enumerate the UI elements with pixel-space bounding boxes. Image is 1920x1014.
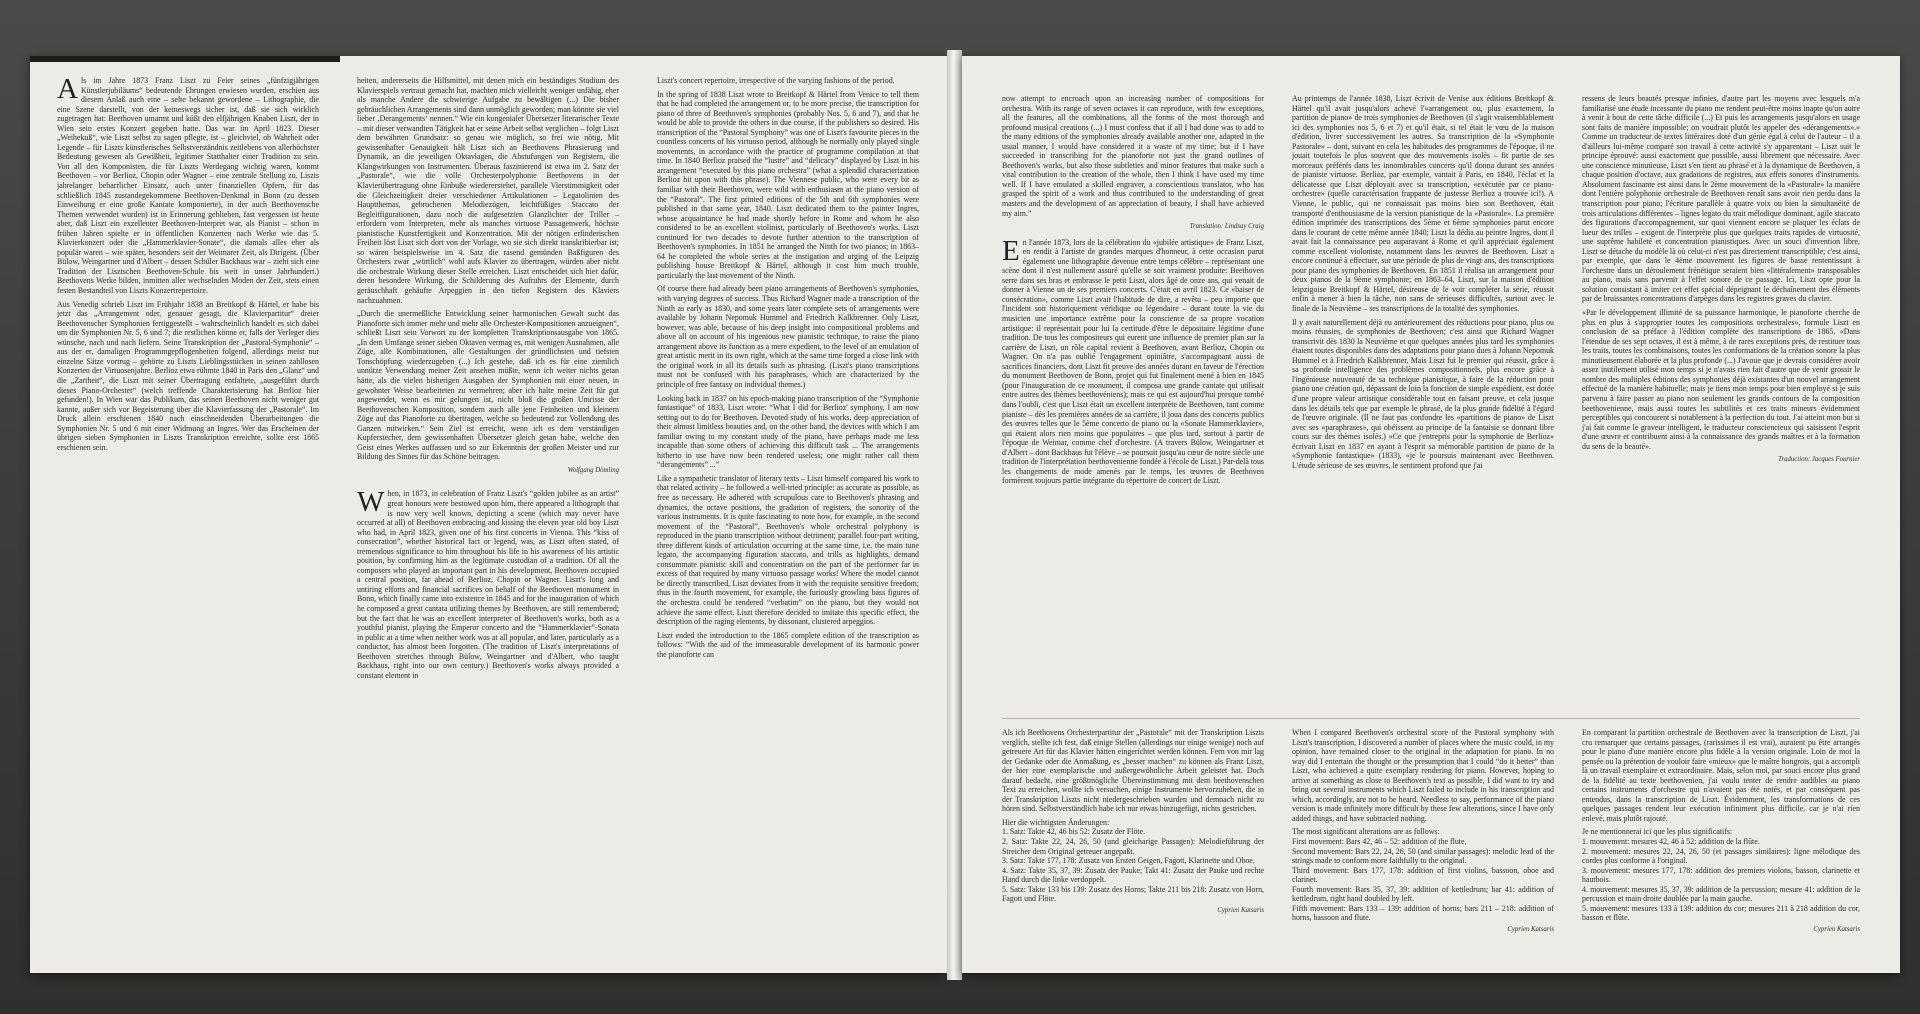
french-essay-part2: Au printemps de l'année 1838, Liszt écrivit de Venise aux éditions Breitkopf & Härtel qu'il avait jusqu'alors achevé l'«arrangement ou, plus exactement, la partition de piano» de trois symphonies de Beethoven (il s'agit vraisemblablement ici des symphonies nos 5, 6 et 7) et qu'il était, si tel était le vœu de la maison d'édition, livrer successivement les autres. Sa transcription de la «Symphonie Pastorale» – dont, suivant en cela les habitudes des programmes de l'époque, il ne jouait toutefois le plus souvent que des mouvements isolés – fit partie de ses morceaux préférés dans les innombrables concerts qu'il donna durant ses années de pianiste virtuose. Berlioz, par exemple, vantait à Paris, en 1840, l'éclat et la délicatesse que Liszt déployait avec sa transcription, «exécutée par ce piano-orchestre» (quelle caractérisation frappante de justesse Berlioz a trouvée ici!). A Vienne, le public, qui ne connaissait pas moins bien son Beethoven, était transporté d'enthousiasme de la version pianistique de la «Pastorale». La première édition imprimée des transcriptions des 5ème et 6ème symphonies parut encore dans le courant de cette même année 1840; Liszt la dédia au peintre Ingres, dont il avait fait la connaissance peu auparavant à Rome et qu'il appréciait également comme excellent violoniste, notamment dans les œuvres de Beethoven. Liszt a encore continué à effectuer, sur une période de plus de vingt ans, des transcriptions pour piano des symphonies de Beethoven. En 1851 il réalisa un arrangement pour deux pianos de la 9ème symphonie; en 1863–64, Liszt, sur la maison d'édition leipzigoise Breitkopf & Härtel, désireuse de le voir compléter la série, réussit enfin à mener à bien la tâche, non sans de sérieuses difficultés, surtout avec le finale de la Neuvième – ses transcriptions de la totalité des symphonies. [1292,94,1554,314]
french-essay-column [1292,94,1554,714]
english-essay-part1: hen, in 1873, in celebration of Franz Liszt's “golden jubilee as an artist” great honours were bestowed upon him, there appeared a lithograph that is now very well known, depicting a scene (which may never have occurred at all) of Beethoven embracing and kissing the eleven year old boy Liszt who had, in April 1823, given one of his first concerts in Vienna. This “kiss of consecration”, whether historical fact or legend, was, as Liszt often stated, of tremendous significance to him throughout his life in his awareness of his artistic position, by confirming him as the legitimate custodian of a tradition. Of all the composers who played an important part in his development, Beethoven occupied a central position, far ahead of Berlioz, Chopin or Wagner. Liszt's long and untiring efforts and financial sacrifices on behalf of the Beethoven monument in Bonn, which finally came into existence in 1845 and for the inauguration of which he composed a great cantata utilizing themes by Beethoven, are still remembered; but the fact that he was an excellent interpreter of Beethoven's works, both as a youthful pianist, playing the Emperor concerto and the “Hammerklavier”-Sonata in public at a time when neither work was at all popular, and later, particularly as a conductor, has almost been forgotten. (The tradition of Liszt's interpretations of Beethoven stretches through Bülow, Weingartner and d'Albert, who taught Backhaus, right into our own century.) Beethoven's works always provided a constant element in [357,489,619,680]
german-essay-column [57,76,319,956]
note-english-item: Third movement: Bars 177, 178: addition of first violins, bassoon, oboe and clarinet. [1292,865,1554,885]
english-essay-part6: Like a sympathetic translator of literary texts – Liszt himself compared his work to that related activity – he followed a well-tried principle: as accurate as possible, as free as necessary. He adhered with scrupulous care to Beethoven's phrasing and dynamics, the octave positions, the gradation of registers, the sonority of the various instruments. It is quite fascinating to note how, for example, in the second movement of the “Pastoral”, Beethoven's whole orchestral polyphony is reproduced in the piano transcription without detriment; parallel four-part writing, three different kinds of articulation occurring at the same time, i.e. the main tune legato, the accompanying figuration staccato, and trills as highlights, demand consummate pianistic skill and concentration on the part of the performer far in excess of that required by many virtuoso passage works! Where the model cannot be directly transcribed, Liszt deviates from it with the requisite sensitive freedom; thus in the fourth movement, for example, the furiously growling bass figures of the orchestra could be rendered “verbatim” on the piano, but they would not achieve the same effect. Liszt therefore decided to imitate this specific effect, the description of the raging elements, by dissonant, clustered arpeggios. [657,473,919,627]
left-page [30,56,947,973]
note-german-item: 1. Satz: Takte 42, 46 bis 52: Zusatz der Flöte. [1002,827,1146,837]
dropcap-w: W [357,486,385,519]
french-essay-part3: Il y avait naturellement déjà eu antérieurement des réductions pour piano, plus ou moins réussies, de symphonies de Beethoven; c'est ainsi que Richard Wagner transcrivit dès 1830 la Neuvième et que quelques années plus tard les symphonies étaient toutes disponibles dans des adaptations pour piano dues à Johann Nepomuk Hummel et à Friedrich Kalkbrenner. Mais Liszt fut le premier qui réussit, grâce à sa profonde intelligence des problèmes compositionnels, plus encore grâce à l'ingénieuse nouveauté de sa technique pianistique, à faire de la réduction pour piano une création qui, dépassant de loin la fonction de simple expédient, est dotée d'une propre valeur artistique considérable tout en faisant preuve, et cela jusque dans les détails tels que par exemple le phrasé, de la plus grande fidélité à l'égard de l'œuvre originale. (Il ne faut pas confondre les «partitions de piano» de Liszt avec ses «paraphrases», qui obéissent au principe de la fantaisie se donnant libre cours sur des thèmes isolés.) «Ce que j'entrepris pour la symphonie de Berlioz» écrivait Liszt en 1837 en ayant à l'esprit sa mémorable partition de piano de la «Symphonie fantastique» (1833), «je le poursuis maintenant avec Beethoven. L'étude sérieuse de ses œuvres, le sentiment profond que j'ai [1292,317,1554,470]
english-essay-part8: now attempt to encroach upon an increasing number of compositions for orchestra. With its range of seven octaves it can reproduce, with few exceptions, all the features, all the combinations, all the forms of the most thorough and profound musical creations (...) I must confess that if all I had done was to add to the many editions of the symphonies already available another one, adapted in the usual manner, I would have considered it a waste of my time; but if I have succeeded in transcribing for the pianoforte not just the grand outlines of Beethoven's works, but also those subtleties and minor features that make such a vital contribution to the creation of the whole, then I think I have used my time well. If I have emulated a skilled engraver, a conscientious translator, who has grasped the spirit of a work and thus contributed to the understanding of great masters and the development of an appreciation of beauty, I shall have achieved my aim.” [1002,94,1264,218]
note-french-item: 5. mouvement: mesures 133 à 139: addition du cor; mesures 211 à 218 addition du cor, basson et flûte. [1582,903,1860,923]
note-french-item: 1. mouvement: mesures 42, 46 à 52: addition de la flûte. [1582,837,1760,847]
credit-katsaris-de: Cyprien Katsaris [1217,906,1264,914]
note-english-list-title: The most significant alterations are as follows: [1292,827,1440,837]
dropcap-a: A [57,76,78,105]
note-french-item: 4. mouvement: mesures 35, 37, 39: addition de la percussion; mesure 41: addition de la percussion et main droite doublée par la main gauche. [1582,884,1860,904]
note-german-item: 2. Satz: Takte 22, 24, 26, 50 (und gleicharige Passagen): Melodieführung der Streicher dem Original getreuer angepaßt. [1002,837,1264,856]
note-german-item: 5. Satz: Takte 133 bis 139: Zusatz des Horns; Takte 211 bis 218: Zusatz von Horn, Fagott und Flöte. [1002,884,1264,904]
top-strip [30,56,340,62]
credit-katsaris-fr: Cyprien Katsaris [1813,925,1860,933]
credit-fournier: Traduction: Jacques Fournier [1778,456,1860,464]
english-essay-part5: Looking back in 1837 on his epoch-making piano transcription of the “Symphonie fantastique” of 1833, Liszt wrote: “What I did for Berlioz' symphony, I am now setting out to do for Beethoven. Devoted study of his works, deep appreciation of their almost limitless beauties and, on the other hand, the devices with which I am familiar owing to my constant study of the piano, have perhaps made me less incapable than some others of achieving this difficult task ... The arrangements hitherto in use have now been rendered useless; one might rather call them “derangements” ...” [657,393,919,470]
english-essay-part7: Liszt ended the introduction to the 1865 complete edition of the transcription as follows: “With the aid of the immeasurable development of its harmonic power the pianoforte can [657,630,919,659]
english-essay-part4: Of course there had already been piano arrangements of Beethoven's symphonies, with varying degrees of success. Thus Richard Wagner made a transcription of the Ninth as early as 1830, and some years later complete sets of arrangements were available by Johann Nepomuk Hummel and Friedrich Kalkbrenner. Only Liszt, however, was able, because of his deep insight into compositional problems and above all on account of his ingenious new pianistic technique, to raise the piano arrangement above its function as a mere expedient, to the level of an emulation of great artistic merit in its own right, which at the same time forged a close link with the original work in all its details such as phrasing. (Liszt's piano transcriptions must not be confused with his paraphrases, which are characterized by the principle of free fantasy on individual themes.) [657,284,919,389]
french-essay-part4: ressens de leurs beautés presque infinies, d'autre part les moyens avec lesquels m'a familiarisé une étude incessante du piano me rendent peut-être moins inapte qu'un autre à venir à bout de cette tâche difficile (...) Et puis les arrangements jusqu'alors en usage sont faits de manière impossible; on voudrait plutôt les appeler des «dérangements».» Comme un traducteur de textes littéraires doté d'un génie égal à celui de l'auteur – il a d'ailleurs lui-même comparé son travail à cette activité s'y apparentant – Liszt suit le principe éprouvé: aussi exactement que possible, aussi librement que nécessaire. Avec une conscience minutieuse, Liszt s'en tient au phrasé et à la dynamique de Beethoven, à chaque position d'octave, aux gradations de registres, aux effets sonores d'instruments. Absolument fascinante est ainsi dans le 2ème mouvement de la «Pastorale» la manière dont l'entière polyphonie orchestrale de Beethoven renaît sans avoir rien perdu dans la transcription pour piano; l'écriture parallèle à quatre voix ou bien la simultanéité de trois articulations différentes – lignes legato du trait mélodique dominant, agile staccato des figurations d'accompagnement, sur quoi viennent encore se plaquer les éclats de lueur des trilles – exigent de l'interprète plus que quelques traits rapides de virtuosité, une suprême habileté et concentration pianistiques. Avec un souci d'invention libre, Liszt se détache du modèle là où celui-ci n'est pas directement transcriptible; c'est ainsi, par exemple, que dans le 4ème mouvement les figures de basse rententissant à l'orchestre dans un déroulement frénétique seraient bien «littéralement» transposables au piano, mais sans parvenir à l'effet sonore de ce passage. Ici, Liszt opte pour la solution consistant à imiter cet effet spécial dépeignant le déchaînement des éléments par de bruissantes concentrations d'arpèges dans les registres graves du clavier. [1582,94,1860,304]
note-english-item: Fifth movement: Bars 133 – 139: addition of horns; bars 211 – 218: addition of horns, bassoon and flute. [1292,903,1554,923]
english-essay-column [657,76,919,956]
french-essay-column-2 [1582,94,1860,714]
note-english-item: Second movement: Bars 22, 24, 26, 50 (and similar passages): melodic lead of the strings made to conform more faithfully to the original. [1292,846,1554,866]
note-german-item: 4. Satz: Takte 35, 37, 39: Zusatz der Pauke; Takt 41: Zusatz der Pauke und rechte Hand durch die linke verdoppelt. [1002,865,1264,885]
note-french-text: En comparant la partition orchestrale de Beethoven avec la transcription de Liszt, j'ai cru remarquer que certains passages, (rarissimes il est vrai), auraient pu être arrangés pour le piano d'une manière encore plus fidèle à la version originale. Loin de moi la pensée ou la prétention de vouloir faire «mieux» que le maître hongrois, qui a accompli là un travail exemplaire et extraordinaire. Mais, selon moi, par souci encore plus grand de la fidélité au texte beethovenien, j'ai voulu tenter de rendre audibles au piano certains instruments d'orchestre qui n'avaient pas été notés, et par conséquent pas entendus, dans la transcription de Liszt. Évidemment, les transformations de ces quelques passages rendent leur exécution infiniment plus difficile, car je n'ai rien enlevé, mais plutôt rajouté. [1582,728,1860,823]
section-divider [1002,718,1860,719]
note-french-item: 2. mouvement: mesures 22, 24, 26, 50 (et passages similaires): ligne mélodique des cordes plus conforme à l'original. [1582,846,1860,866]
note-german [1002,728,1264,963]
note-german-item: 3. Satz: Takte 177, 178: Zusatz von Ersten Geigen, Fagott, Klarinette und Oboe. [1002,856,1255,866]
english-french-column [1002,94,1264,714]
english-essay-part2: Liszt's concert repertoire, irrespective of the varying fashions of the period. [657,76,895,85]
german-essay-part2: Aus Venedig schrieb Liszt im Frühjahr 1838 an Breitkopf & Härtel, er habe bis jetzt das „Arrangement oder, genauer gesagt, die Klavierpartitur“ dreier Beethovenscher Symphonien fertiggestellt – wahrscheinlich handelt es sich dabei um die Symphonien Nr. 5, 6 und 7; die restlichen könne er, falls der Verleger dies wünsche, nach und nach liefern. Seine Transkription der „Pastoral-Symphonie“ – aus der er, damaligen Programmgepflogenheiten folgend, allerdings meist nur einzelne Sätze vortrug – gehörte zu Liszts Lieblingsstücken in seinen zahllosen Konzerten der Virtuosenjahre. Berlioz etwa rühmte 1840 in Paris den „Glanz“ und die „Zartheit“, die Liszt mit seiner Übertragung entfaltete, „ausgeführt durch dieses Piano-Orchester“ (welch treffende Charakterisierung hat Berlioz hier gefunden!). In Wien war das Publikum, das seinen Beethoven nicht weniger gut kannte, außer sich vor Begeisterung über die Klavierfassung der „Pastorale“. Im Druck allein erschienen 1840 nach einschneidenden Überarbeitungen die Symphonien Nr. 5 und 6 mit einer Widmung an Ingres. Wer das Erscheinen der übrigen sieben Symphonien in Liszts Transkription erreichte, sollte erst 1865 erschienen sein. [57,299,319,452]
book-spine [947,50,962,980]
note-french [1582,728,1860,963]
note-french-item: 3. mouvement: mesures 177, 178: addition des premiers violons, basson, clarinette et hautbois. [1582,865,1860,885]
german-essay-part1: ls im Jahre 1873 Franz Liszt zu Feier seines „fünfzigjährigen Künstlerjubiläums“ bedeutende Ehrungen erwiesen wurden, erschien aus diesem Anlaß auch eine – selte bekannt gewordene – Lithographie, die eine Szene darstellt, von der keineswegs sicher ist, daß sie sich wirklich zugetragen hat: Beethoven umarmt und küßt den elfjährigen Knaben Liszt, der in Wien sein erstes Konzert gegeben hatte. Das war im April 1823. Dieser „Weihekuß“, wie Liszt selbst zu sagen pflegte, ist – gleichviel, ob Wahrheit oder Legende – für Liszts künstlerisches Selbstverständnis zeitlebens von allerhöchster Bedeutung gewesen als Gewißheit, legitimer Statthalter einer Tradition zu sein. Von all den Komponisten, die für Liszts Werdegang wichtig waren, kommt Beethoven – vor Berlioz, Chopin oder Wagner – eine zentrale Stellung zu. Liszts jahrelanger beharrlicher Einsatz, auch unter finanziellen Opfern, für das schließlich 1845 zustandegekommene Beethoven-Denkmal in Bonn (zu dessen Einweihung er eine große Kantate komponierte), in der auch Beethovensche Themen verwendet wurden) ist in Erinnerung geblieben, fast vergessen ist heute aber, daß Liszt ein exzellenter Beethoven-Interpret war, als Pianist – schon in frühen Jahren spielte er in öffentlichen Konzerten nach Werke wie das 5. Klavierkonzert oder die „Hammerklavier-Sonate“, die damals alles eher als populär waren – wie später, besonders seit der Weimarer Zeit, als Dirigent. (Über Bülow, Weingartner und d'Albert – dessen Schüler Backhaus war – zieht sich eine Tradition der Lisztschen Beethoven-Schule bis weit in unser Jahrhundert.) Beethovens Werke bilden, inmitten aller wechselnden Moden der Zeit, stets einen festen Bestandteil von Liszts Konzertrepertoire. [57,76,319,296]
note-german-text: Als ich Beethovens Orchesterpartitur der „Pastorale“ mit der Transkription Liszts verglich, stellte ich fest, daß einige Stellen (allerdings nur einige wenige) noch auf getreuere Art für das Klavier hätten eingerichtet werden können. Fern von mir lag der Gedanke oder die Anmaßung, es „besser machen“ zu können als Franz Liszt, der hier eine exemplarische und außergewöhnliche Arbeit geleistet hat. Doch darauf bedacht, eine größtmögliche Übereinstimmung mit dem beethovenschen Text zu erreichen, wollte ich versuchen, einige Instrumente hervorzuheben, die in der Transkription Liszts nicht niedergeschrieben wurden und demnach nicht zu hören sind. Selbstverständlich habe ich nur etwas hinzugefügt, nichts gestrichen. [1002,728,1264,814]
dropcap-e: E [1002,234,1020,267]
note-english-text: When I compared Beethoven's orchestral score of the Pastoral symphony with Liszt's transcription, I discovered a number of places where the music could, in my opinion, have remained closer to the original in the adaptation for piano. In no way did I entertain the thought or the presumption that I could “do it better” than Liszt, who achieved a quite exemplary rendering for piano. However, hoping to arrive at something as close to Beethoven's text as possible, I did want to try and bring out several instruments which Liszt failed to include in his transcription and which, accordingly, are not to be heard. Needless to say, performance of the piano version is made infinitely more difficult by these few alterations, since I have only added things, and have subtracted nothing. [1292,728,1554,823]
french-essay-part1: n l'année 1873, lors de la célébration du «jubilée artistique» de Franz Liszt, en rendit à l'artiste de grandes marques d'honneur, à cette occasion parut également une lithographie devenue entre temps célèbre – représentant une scène dont il n'est nullement assuré qu'elle se soit vraiment produite: Beethoven serre dans ses bras et embrasse le petit Liszt, alors âgé de onze ans, qui venait de donner à Vienne un de ses premiers concerts. C'était en avril 1823. Ce «baiser de consécration», comme Liszt avait l'habitude de dire, a revêtu – peu importe que l'incident soit historiquement véridique ou légendaire – durant toute la vie du musicien une importance extrême pour la conscience de sa propre vocation artistique: il représentait pour lui la certitude d'être le dépositaire légitime d'une tradition. De tous les compositeurs qui eurent une influence de premier plan sur la carrière de Liszt, un rôle capital revient à Beethoven, avant Berlioz, Chopin ou Wagner. On n'a pas oublié l'engagement opiniâtre, s'accompagnant aussi de sacrifices financiers, dont Liszt fit preuve des années durant en faveur de l'érection du monument Beethoven de Bonn, projet qui fut finalement mené à bien en 1845 (pour l'inauguration de ce monument, il composa une grande cantate qui utilisait entre autres des thèmes beethovéniens); mais ce qui est aujourd'hui presque tombé dans l'oubli, c'est que Liszt était un excellent interprète de Beethoven, tant comme pianiste – dès les premières années de sa carrière, il joua dans des concerts publics des œuvres telles que le 5ème concerto de piano ou la «Sonate Hammerklavier», qui étaient alors rien moins que populaires – que plus tard, surtout à partir de l'époque de Weimar, comme chef d'orchestre. (A travers Bülow, Weingartner et d'Albert – dont Backhaus fut l'élève – se poursuit jusqu'au cœur de notre siècle une tradition de l'interprétation beethovenienne fondée à l'école de Liszt.) Par-delà tous les changements de mode amenés par le temps, les œuvres de Beethoven formèrent toujours partie intégrante du répertoire de concert de Liszt. [1002,237,1264,486]
note-french-list-title: Je ne mentionnerai ici que les plus significatifs: [1582,827,1733,837]
note-english-item: Fourth movement: Bars 35, 37, 39: addition of kettledrum; bar 41: addition of kettledrum, right hand doubled by left. [1292,884,1554,904]
french-essay-part5: «Par le développement illimité de sa puissance harmonique, le pianoforte cherche de plus en plus à s'approprier toutes les compositions orchestrales», formule Liszt en conclusion de sa préface à l'édition complète des transcriptions de 1865. «Dans l'étendue de ses sept octaves, il est à même, à de rares exceptions près, de restituer tous les traits, toutes les combinaisons, toutes les conformations de la création sonore la plus minutieusement élaborée et la plus profonde (...) J'avoue que je devrais considérer avoir assez inutilement utilisé mon temps si je n'avais rien fait d'autre que de venir grossir le nombre des multiples éditions des symphonies déjà existantes d'un nouvel arrangement effectué de la manière habituelle; mais je tiens mon temps pour bien employé si je suis parvenu à faire passer au piano non seulement les grands contours de la composition beethovenienne, mais aussi toutes les subtilités et ces traits mineurs évidemment perceptibles qui concourent si notablement à la perfection du tout. J'ai atteint mon but si j'ai fait comme le graveur intelligent, le traducteur consciencieux qui saisissent l'esprit d'une œuvre et contribuent ainsi à la connaissance des grands maîtres et à la formation du sens de la beauté». [1582,308,1860,451]
credit-domling: Wolfgang Dömling [567,466,619,474]
german-english-column [357,76,619,956]
note-english-item: First movement: Bars 42, 46 – 52: addition of the flute. [1292,837,1467,847]
credit-craig: Translation: Lindsay Craig [1189,223,1264,231]
german-essay-part3: heiten, andererseits die Hilfsmittel, mit denen mich ein beständiges Studium des Klavierspiels vertraut gemacht hat, machten mich vielleicht weniger unfähig, eher als manche Andere die schwierige Aufgabe zu bewältigen (...) Die bisher gebräuchlichen Arrangements sind dann unmöglich geworden; man könnte sie viel lieber ‚Derangements‘ nennen.“ Wie ein kongenialer Übersetzer literarischer Texte – mit dieser verwandten Tätigkeit hat er seine Arbeit selbst verglichen – folgt Liszt dem bewährten Grundsatz: so genau wie möglich, so frei wie nötig. Mit gewissenhafter Genauigkeit hält Liszt sich an Beethovens Phrasierung und Dynamik, an die jeweiligen Oktavlagen, die Abstufungen von Registern, die Klangwirkungen von Instrumenten. Überaus faszinierend ist etwa im 2. Satz der „Pastorale“, wie die volle Orchesterpolyphonie Beethovens in der Klavierübertragung ohne Einbuße wiedererstehet, parallele Vierstimmigkeit oder die Gleichzeitigkeit dreier verschiedener Artikulationen – Legatolinien des Hauptthemas, gebrochenen Melodiezügen, leichtfüßiges Staccato der Begleitfigurationen, dazu noch die aufgesetzten Glanzlichter der Triller – erfordern vom Interpreten, mehr als manches virtuose Passagenwerk, höchste pianistische Kunstfertigkeit und Konzentration. Mit der nötigen erfinderischen Freiheit löst Liszt sich dort von der Vorlage, wo sie sich direkt transkribierbar ist; so wären beispielsweise im 4. Satz die rasend gemünden Baßfiguren des Orchesters zwar „wörtlich“ wohl aufs Klavier zu übertragen, würden aber nicht die orchestrale Wirkung dieser Stelle erreichen. Liszt entscheidet sich hier dafür, deren besondere Wirkung, die Schilderung des Aufruhrs der Elemente, durch geräuschhaft gehäufte Arpeggien in den tiefen Registern des Klaviers nachzuahmen. [357,76,619,305]
credit-katsaris-en: Cyprien Katsaris [1507,925,1554,933]
german-essay-part4: „Durch die unermeßliche Entwicklung seiner harmonischen Gewalt sucht das Pianoforte sich immer mehr und mehr alle Orchester-Kompositionen anzueignen“, schließt Liszt sein Vorwort zu der kompletten Transkriptionsausgabe von 1865. „In dem Umfange seiner sieben Oktaven vermag es, mit wenigen Ausnahmen, alle Züge, alle Kombinationen, alle Gestaltungen der gründlichsten und tiefsten Tonschöpfung wiederzugeben (...) Ich gestehe, daß ich es für eine ziemlich unnütze Verwendung meiner Zeit ansehen müßte, wenn ich weiter nichts getan hätte, als die vielen bisherigen Ausgaben der Symphonien mit einer neuen, in gewohnter Weise bearbeiteten zu vermehren; aber ich halte meine Zeit für gut angewendet, wenn es mir gelungen ist, nicht bloß die großen Umrisse der Beethovenschen Komposition, sondern auch alle jene Feinheiten und kleinern Züge auf das Pianoforte zu übertragen, welche so bedeutend zur Vollendung des Ganzen mitwirken.“ Sein Ziel ist erreicht, wenn ich es dem verständigen Kupferstecher, dem gewissenhaften Übersetzer gleich getan habe, welche den Geist eines Werkes auffassen und so zur Erkenntnis der großen Meister und zur Bildung des Sinnes für das Schöne beitragen. [357,309,619,462]
note-german-list-title: Hier die wichtigsten Änderungen: [1002,817,1110,827]
right-page [962,56,1900,973]
english-essay-part3: In the spring of 1838 Liszt wrote to Breitkopf & Härtel from Venice to tell them that he had completed the arrangement or, to be more precise, the transcription for piano of three of Beethoven's symphonies (probably Nos. 5, 6 and 7), and that he would be able to provide the others in due course, if the publishers so desired. His transcription of the “Pastoral Symphony” was one of Liszt's favourite pieces in the countless concerts of his virtuoso period, although he normally only played single movements, in accordance with the practice of programme compilation at that time. In 1840 Berlioz praised the “lustre” and “delicacy” displayed by Liszt in his arrangement “executed by this piano orchestra” (what a splendid characterization Berlioz hit upon with this phrase). The Viennese public, who were every bit as familiar with their Beethoven, were wild with enthusiasm at the piano version of the “Pastoral”. The first printed editions of the 5th and 6th symphonies were published in that same year, 1840. Liszt dedicated them to the painter Ingres, whose acquaintance he had made shortly before in Rome and whom he also considered to be an excellent violinist, particularly of Beethoven's works. Liszt continued for two decades to devote further attention to the transcription of Beethoven's symphonies. In 1851 he arranged the Ninth for two pianos; in 1863–64 he completed the whole series at the instigation and urging of the Leipzig publishing house Breitkopf & Härtel, although it cost him much trouble, particularly the last movement of the Ninth. [657,89,919,280]
note-english [1292,728,1554,963]
